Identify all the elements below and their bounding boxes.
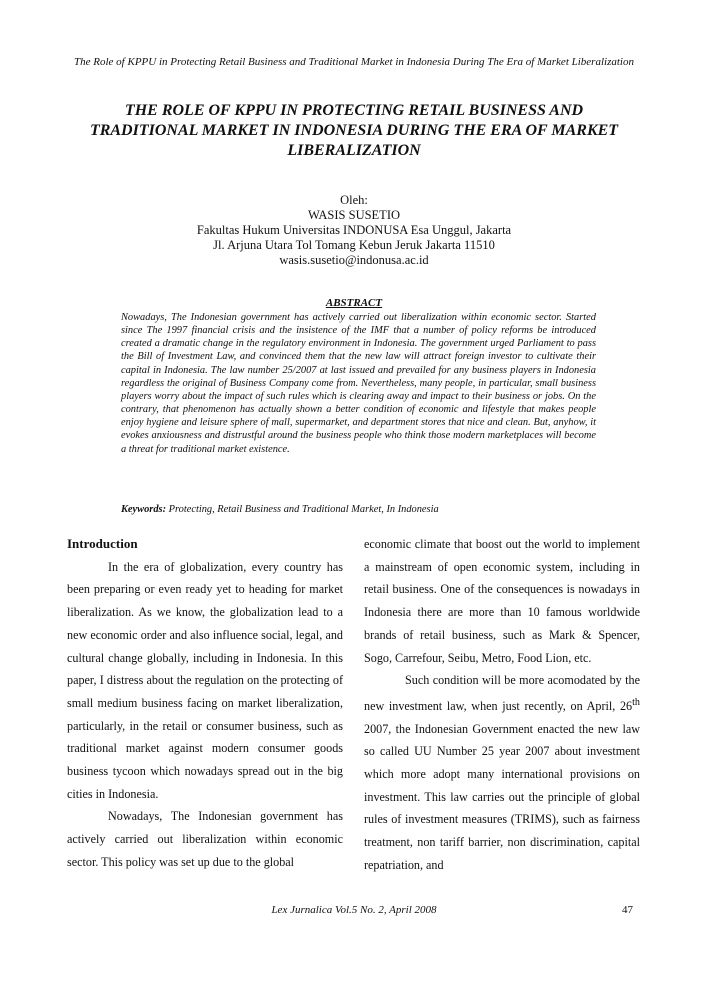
ordinal-suffix: th — [632, 696, 640, 708]
author-address: Jl. Arjuna Utara Tol Tomang Kebun Jeruk Jakarta 11510 — [213, 238, 495, 252]
abstract-text: Nowadays, The Indonesian government has actively carried out liberalization within economic sector. Started since The 1997 financial crisis and the insistence of the IMF that a number of policy reforms be introduced created a dramatic change in the regulatory environment in Indonesia. The government urged Parliament to pass the Bill of Investment Law, and convinced them that the new law will attract foreign investor to cultivate their capital in Indonesia. The law number 25/2007 at last issued and prevailed for any business players in Indonesia regardless the original of Business Company come from. Nevertheless, many people, in particular, small business players worry about the impact of such rules which is clearing away and impact to their business or jobs. On the contrary, that phenomenon has actually shown a better condition of economic and lifestyle that makes people enjoy hygiene and leisure sphere of mall, supermarket, and department stores that nice and clean. But, anyhow, it evokes anxiousness and distrustful around the business people who think those modern marketplaces will become a threat for traditional market existence. — [121, 312, 596, 455]
section-heading-introduction: Introduction — [67, 536, 138, 551]
author-email: wasis.susetio@indonusa.ac.id — [279, 253, 429, 267]
keywords-text: Protecting, Retail Business and Traditional Market, In Indonesia — [168, 504, 439, 515]
paper-title: THE ROLE OF KPPU IN PROTECTING RETAIL BUSINESS AND TRADITIONAL MARKET IN INDONESIA DURING THE ERA OF MARKET LIBERALIZATION — [89, 102, 619, 159]
author-affiliation: Fakultas Hukum Universitas INDONUSA Esa Unggul, Jakarta — [196, 223, 512, 237]
paragraph-4-start: Such condition will be more acomodated by the new investment law, when just recently, on April, 26 — [364, 673, 640, 713]
paragraph-3: economic climate that boost out the world to implement a mainstream of open economic system, including in retail business. One of the consequences is nowadays in Indonesia there are more than 10 famous worldwide brands of retail business, such as Mark & Spencer, Sogo, Carrefour, Seibu, Metro, Food Lion, etc. — [364, 537, 640, 665]
author-block — [70, 193, 638, 268]
author-by: Oleh: — [340, 193, 368, 207]
left-column — [67, 533, 343, 874]
keywords — [121, 503, 596, 516]
paragraph-1: In the era of globalization, every country has been preparing or even ready yet to heading for market liberalization. As we know, the globalization lead to a new economic order and also influence social, legal, and cultural change globally, including in Indonesia. In this paper, I distress about the regulation on the protecting of small medium business facing on market liberalization, particularly, in the retail or consumer business, such as traditional market against modern consumer goods business tycoon which nowadays spread out in the big cities in Indonesia. — [67, 559, 343, 801]
right-column — [364, 533, 640, 877]
paragraph-4-rest: 2007, the Indonesian Government enacted the new law so called UU Number 25 year 2007 about investment which more adopt many international provisions on investment. This law carries out the principle of global rules of investment measures (TRIMS), such as fairness treatment, non tariff barrier, non discrimination, capital repatriation, and — [364, 721, 640, 872]
keywords-label: Keywords: — [121, 504, 167, 515]
author-name: WASIS SUSETIO — [307, 208, 401, 222]
footer-journal: Lex Jurnalica Vol.5 No. 2, April 2008 — [271, 904, 437, 916]
running-header: The Role of KPPU in Protecting Retail Business and Traditional Market in Indonesia During The Era of Market Liberalization — [74, 56, 634, 68]
paragraph-4 — [364, 669, 640, 876]
abstract-heading: ABSTRACT — [325, 297, 383, 309]
paragraph-2: Nowadays, The Indonesian government has actively carried out liberalization within economic sector. This policy was set up due to the global — [67, 809, 343, 869]
page-number: 47 — [622, 904, 633, 916]
